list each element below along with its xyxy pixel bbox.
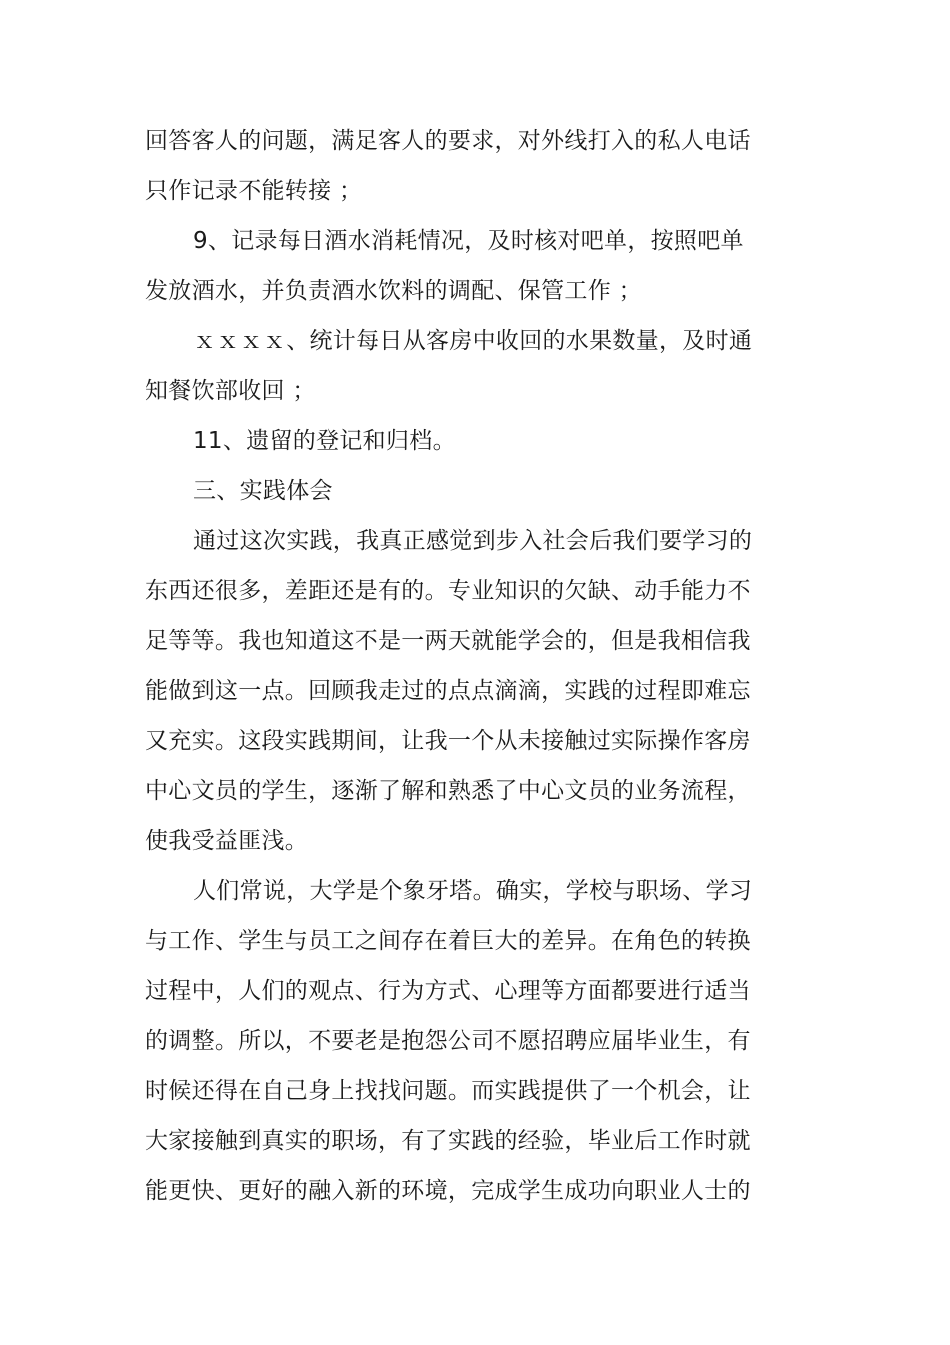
text-line: 知餐饮部收回 ；	[145, 378, 316, 404]
text-line: 足等等。我也知道这不是一两天就能学会的，但是我相信我	[145, 628, 751, 654]
list-item-9: 9、记录每日酒水消耗情况，及时核对吧单，按照吧单	[193, 228, 744, 254]
text-line: 的调整。所以，不要老是抱怨公司不愿招聘应届毕业生，有	[145, 1028, 751, 1054]
text-line: 能做到这一点。回顾我走过的点点滴滴，实践的过程即难忘	[145, 678, 751, 704]
text-line: 又充实。这段实践期间，让我一个从未接触过实际操作客房	[145, 728, 751, 754]
paragraph-start: 通过这次实践，我真正感觉到步入社会后我们要学习的	[193, 528, 753, 554]
section-heading: 三、实践体会	[193, 478, 333, 504]
text-line: 大家接触到真实的职场，有了实践的经验，毕业后工作时就	[145, 1128, 751, 1154]
text-line: 过程中，人们的观点、行为方式、心理等方面都要进行适当	[145, 978, 751, 1004]
text-line: 与工作、学生与员工之间存在着巨大的差异。在角色的转换	[145, 928, 751, 954]
text-line: 能更快、更好的融入新的环境，完成学生成功向职业人士的	[145, 1178, 751, 1204]
text-line: 时候还得在自己身上找找问题。而实践提供了一个机会，让	[145, 1078, 751, 1104]
text-line: 使我受益匪浅。	[145, 828, 309, 854]
text-line: 东西还很多，差距还是有的。专业知识的欠缺、动手能力不	[145, 578, 751, 604]
list-item-11: 11、遗留的登记和归档。	[193, 428, 456, 454]
text-line: 发放酒水，并负责酒水饮料的调配、保管工作 ；	[145, 278, 642, 304]
list-item-10: ｘｘｘｘ、统计每日从客房中收回的水果数量，及时通	[193, 328, 753, 354]
text-line: 中心文员的学生，逐渐了解和熟悉了中心文员的业务流程，	[145, 778, 751, 804]
paragraph-start: 人们常说，大学是个象牙塔。确实，学校与职场、学习	[193, 878, 753, 904]
text-line: 回答客人的问题，满足客人的要求，对外线打入的私人电话	[145, 128, 751, 154]
text-line: 只作记录不能转接 ；	[145, 178, 363, 204]
